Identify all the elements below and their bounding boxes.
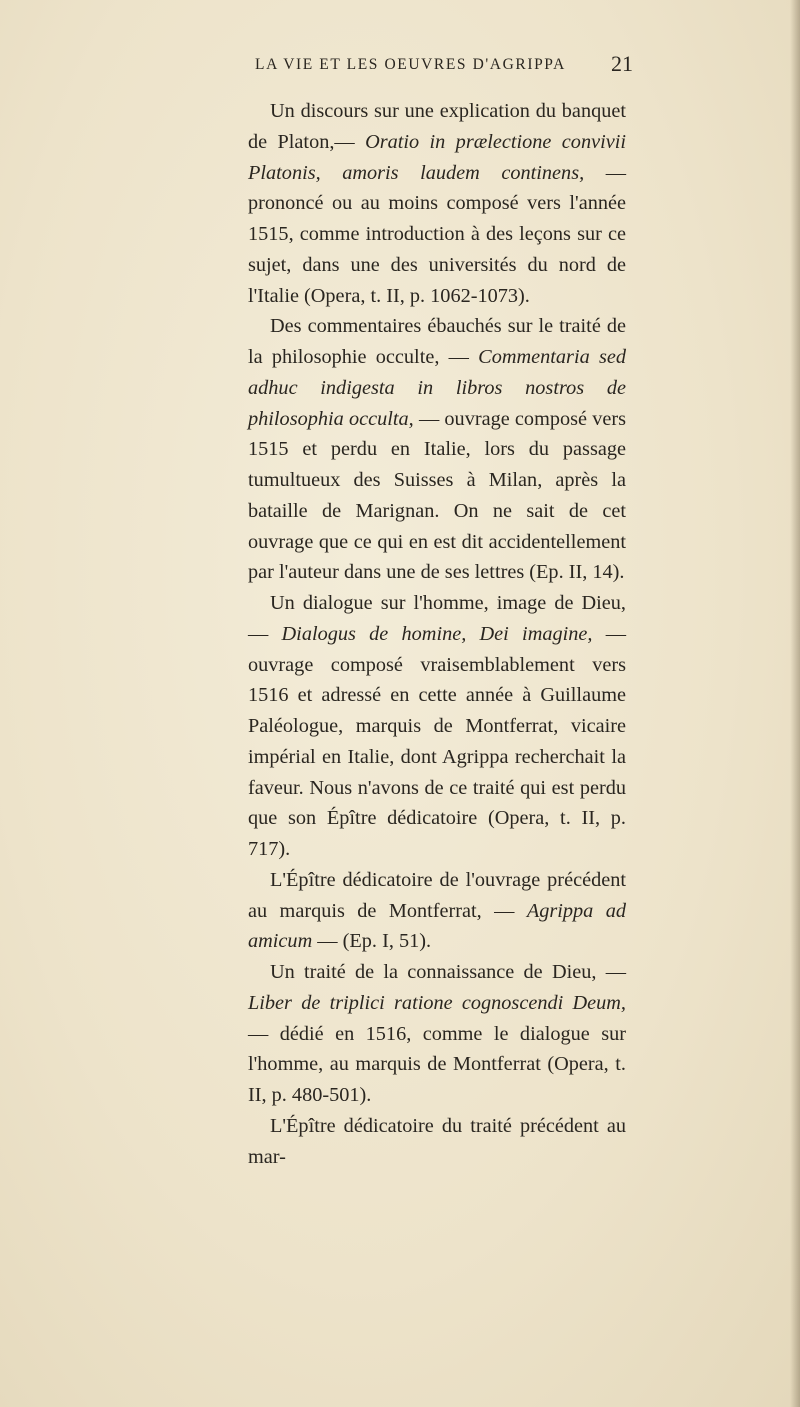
page-edge-shadow [790, 0, 800, 1407]
paragraph-rest: — dédié en 1516, comme le dialogue sur l'homme, au marquis de Montferrat (Opera, t. II, p. 480-501). [248, 1022, 626, 1106]
paragraph-lead: Des commentaires ébauchés sur le traité de la philosophie occulte, — [248, 315, 626, 368]
paragraph-lead: Un traité de la connaissance de Dieu, — [270, 961, 626, 983]
paragraph [248, 311, 626, 588]
paragraph [248, 1111, 626, 1173]
paragraph-rest: — ouvrage composé vers 1515 et perdu en Italie, lors du passage tumultueux des Suisses à Milan, après la bataille de Marignan. On ne sait de cet ouvrage que ce qui en est dit accidentellement par l'auteur dans une de ses lettres (Ep. II, 14). [248, 407, 627, 584]
paragraph-lead: Un discours sur une explication du banquet de Platon,— [248, 100, 626, 153]
paragraph-rest: — ouvrage composé vraisemblablement vers 1516 et adressé en cette année à Guillaume Paléologue, marquis de Montferrat, vicaire impérial en Italie, dont Agrippa recherchait la faveur. Nous n'avons de ce traité qui est perdu que son Épître dédicatoire (Opera, t. II, p. 717). [248, 622, 627, 860]
work-title: Commentaria sed adhuc indigesta in libros nostros de philosophia occulta, [248, 346, 626, 430]
paragraph [248, 957, 626, 1111]
paragraph-lead: Un dialogue sur l'homme, image de Dieu, — [248, 592, 626, 645]
paragraph-rest: — prononcé ou au moins composé vers l'année 1515, comme introduction à des leçons sur ce sujet, dans une des universités du nord de l'Italie (Opera, t. II, p. 1062-1073). [248, 161, 626, 307]
paragraph-lead: L'Épître dédicatoire de l'ouvrage précédent au marquis de Montferrat, — [248, 868, 626, 922]
work-title: Oratio in prælectione convivii Platonis, amoris laudem continens, [248, 130, 626, 184]
work-title: Dialogus de homine, Dei imagine, [281, 622, 593, 645]
work-title: Liber de triplici ratione cognoscendi Deum, [248, 991, 626, 1014]
body-text [248, 96, 626, 1172]
paragraph [248, 865, 626, 957]
paragraph-lead: L'Épître dédicatoire du traité précédent au mar- [248, 1114, 626, 1168]
paragraph-rest: — (Ep. I, 51). [312, 930, 432, 953]
page-number: 21 [611, 51, 633, 76]
paragraph [248, 96, 626, 311]
work-title: Agrippa ad amicum [248, 899, 626, 953]
running-title: LA VIE ET LES OEUVRES D'AGRIPPA [255, 56, 566, 73]
paragraph [248, 588, 626, 865]
